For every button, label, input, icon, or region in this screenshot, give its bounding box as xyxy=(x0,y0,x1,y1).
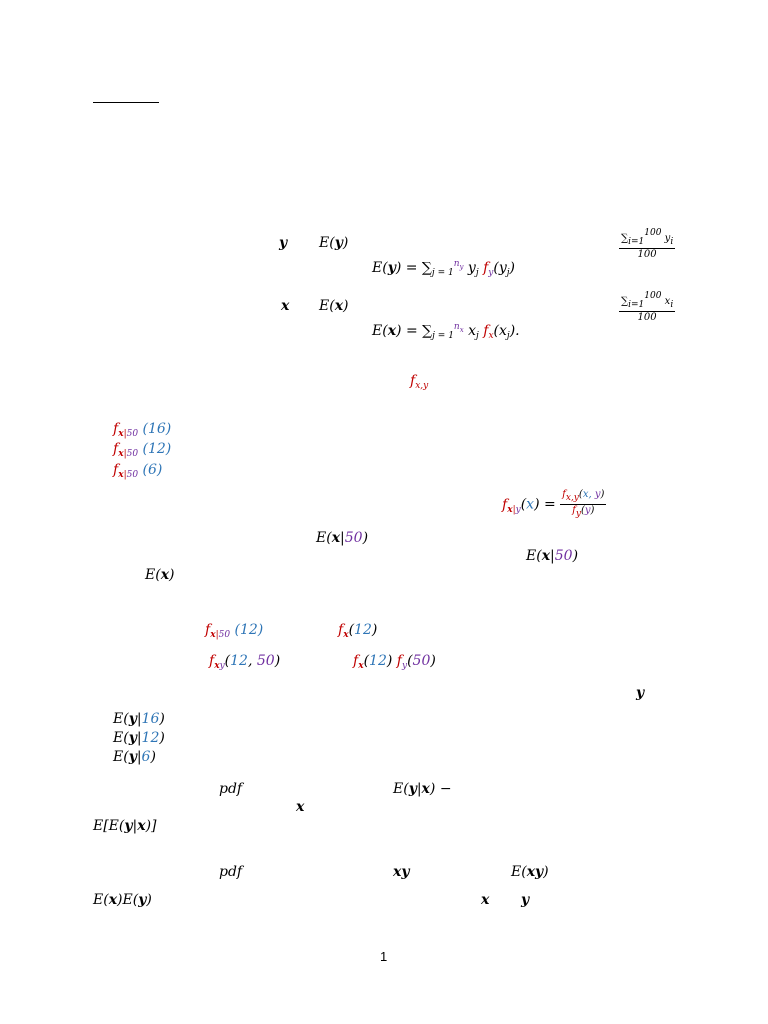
pdf-label-1: pdf xyxy=(219,781,243,797)
expect-x-given-50-b: E(x|50) xyxy=(526,548,579,564)
row2-joint: $f_{xy}(12$, 50) xyxy=(209,653,281,671)
expect-x: E(x) xyxy=(319,298,349,314)
expect-y-given-12: E(y|12) xyxy=(113,730,165,746)
eq-expect-y: $E(y) = \sum_{j = 1}^{n_y}$ $y_j$ $f_y(y_j)$ xyxy=(372,259,515,278)
var-x-bold: x xyxy=(296,799,305,815)
expect-y-given-6: E(y|6) xyxy=(113,749,156,765)
expect-x-times-expect-y: E(x)E(y) xyxy=(93,892,152,908)
page-number: 1 xyxy=(380,949,388,964)
expect-xy: E(xy) xyxy=(511,864,549,880)
cond-pdf-6: $f_{x|50}$ (6) xyxy=(113,462,163,480)
expect-y-given-16: E(y|16) xyxy=(113,711,165,727)
cond-pdf-16: $f_{x|50}$ (16) xyxy=(113,421,172,439)
expect-y-given-x-minus: E(y|x) − xyxy=(393,781,452,797)
var-xy-bold: xy xyxy=(393,864,410,880)
expect-y: E(y) xyxy=(319,235,349,251)
joint-pdf-label: $f_{x,y}$ xyxy=(410,373,429,391)
row1-marginal: $f_x(12)$ xyxy=(338,622,378,640)
eq-expect-x: $E(x) = \sum_{j = 1}^{n_x}$ $x_j$ $f_x(x_j)$. xyxy=(372,322,520,341)
sample-mean-y: $\frac{\sum i=1100 yi}{100}$ xyxy=(621,228,674,260)
var-x: x xyxy=(281,298,290,314)
cond-pdf-12: $f_{x|50}$ (12) xyxy=(113,441,172,459)
var-x-end: x xyxy=(481,892,490,908)
row1-cond: $f_{x|50}$ (12) xyxy=(205,622,264,640)
row2-product: $f_x(12)$ $f_y(50)$ xyxy=(353,653,436,671)
cond-pdf-definition: $f_{x|y}(x)$ = $\frac{fx,y(x, y)}{fy(y)}$ xyxy=(502,489,605,519)
sample-mean-x: $\frac{\sum i=1100 xi}{100}$ xyxy=(621,291,674,323)
pdf-label-2: pdf xyxy=(219,864,243,880)
expect-x-given-50-a: E(x|50) xyxy=(316,530,369,546)
iterated-expectation: E[E(y|x)] xyxy=(93,818,157,834)
heading-underline xyxy=(93,102,159,103)
var-y-right: y xyxy=(636,685,645,701)
var-y: y xyxy=(279,235,288,251)
var-y-end: y xyxy=(521,892,530,908)
expect-x-line: E(x) xyxy=(145,567,175,583)
